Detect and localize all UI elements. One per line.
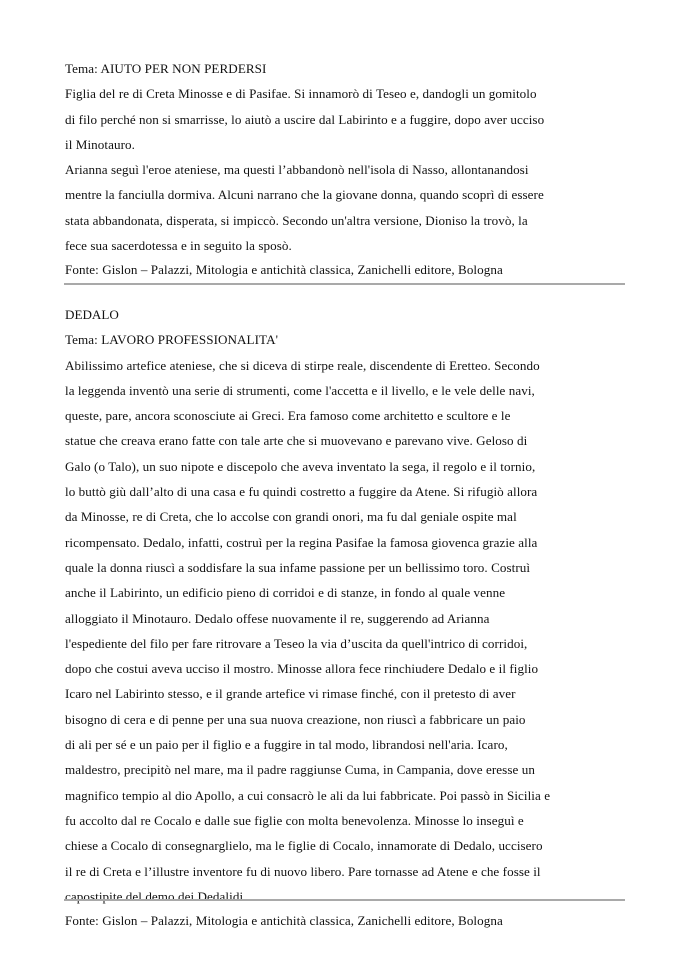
body-line: chiese a Cocalo di consegnarglielo, ma le figlie di Cocalo, innamorate di Dedalo, uccisero (65, 838, 543, 854)
body-line: da Minosse, re di Creta, che lo accolse con grandi onori, ma fu dal geniale ospite mal (65, 509, 517, 525)
body-line: la leggenda inventò una serie di strumenti, come l'accetta e il livello, e le vele delle navi, (65, 382, 535, 398)
body-line: il re di Creta e l’illustre inventore fu di nuovo libero. Pare tornasse ad Atene e che fosse il (65, 863, 541, 879)
horizontal-rule (64, 899, 625, 901)
section-arianna (65, 56, 545, 282)
section-divider-bottom (64, 899, 625, 901)
body-line: quale la donna riuscì a soddisfare la sua infame passione per un bellissimo toro. Costruì (65, 559, 531, 575)
body-line: statue che creava erano fatte con tale arte che si muovevano e parevano vive. Geloso di (65, 433, 528, 449)
body-line: fu accolto dal re Cocalo e dalle sue figlie con molta benevolenza. Minosse lo inseguì e (65, 812, 524, 828)
body-line: fece sua sacerdotessa e in seguito la sposò. (65, 238, 292, 254)
body-line: Galo (o Talo), un suo nipote e discepolo che aveva inventato la sega, il regolo e il tornio, (65, 458, 536, 474)
body-line: magnifico tempio al dio Apollo, a cui consacrò le ali da lui fabbricate. Poi passò in Sicilia e (65, 787, 551, 803)
body-line: Arianna seguì l'eroe ateniese, ma questi l’abbandonò nell'isola di Nasso, allontanandosi (65, 162, 529, 178)
body-line: bisogno di cera e di penne per una sua nuova creazione, non riuscì a fabbricare un paio (65, 711, 526, 727)
theme-line-dedalo: Tema: LAVORO PROFESSIONALITA' (65, 332, 279, 348)
body-line: Abilissimo artefice ateniese, che si diceva di stirpe reale, discendente di Eretteo. Secondo (65, 357, 540, 373)
body-line: l'espediente del filo per fare ritrovare a Teseo la via d’uscita da quell'intrico di corridoi, (65, 635, 528, 651)
body-line: mentre la fanciulla dormiva. Alcuni narrano che la giovane donna, quando scoprì di essere (65, 187, 544, 203)
body-line: di filo perché non si smarrisse, lo aiutò a uscire dal Labirinto e a fuggire, dopo aver ucciso (65, 111, 545, 127)
body-line: Figlia del re di Creta Minosse e di Pasifae. Si innamorò di Teseo e, dandogli un gomitolo (65, 86, 537, 102)
source-line-arianna: Fonte: Gislon – Palazzi, Mitologia e antichità classica, Zanichelli editore, Bologna (65, 262, 503, 278)
section-title-dedalo: DEDALO (65, 307, 119, 322)
body-line: il Minotauro. (65, 136, 135, 152)
body-line: queste, pare, ancora sconosciute ai Greci. Era famoso come architetto e scultore e le (65, 408, 511, 424)
body-line: stata abbandonata, disperata, si impiccò. Secondo un'altra versione, Dioniso la trovò, la (65, 212, 528, 228)
section-divider-top (64, 283, 625, 285)
body-line: ricompensato. Dedalo, infatti, costruì per la regina Pasifae la famosa giovenca grazie alla (65, 534, 538, 550)
theme-line-arianna: Tema: AIUTO PER NON PERDERSI (65, 61, 267, 76)
horizontal-rule (64, 283, 625, 285)
body-line: alloggiato il Minotauro. Dedalo offese nuovamente il re, suggerendo ad Arianna (65, 610, 490, 626)
section-dedalo (65, 302, 551, 932)
body-line: anche il Labirinto, un edificio pieno di corridoi e di stanze, in fondo al quale venne (65, 585, 506, 601)
body-line: capostipite del demo dei Dedalidi. (65, 888, 247, 904)
source-line-dedalo: Fonte: Gislon – Palazzi, Mitologia e antichità classica, Zanichelli editore, Bologna (65, 913, 503, 929)
body-line: Icaro nel Labirinto stesso, e il grande artefice vi rimase finché, con il pretesto di aver (65, 686, 516, 702)
body-line: dopo che costui aveva ucciso il mostro. Minosse allora fece rinchiudere Dedalo e il figlio (65, 661, 539, 677)
body-line: lo buttò giù dall’alto di una casa e fu quindi costretto a fuggire da Atene. Si rifugiò allora (65, 484, 538, 500)
body-line: di ali per sé e un paio per il figlio e a fuggire in tal modo, librandosi nell'aria. Icaro, (65, 737, 508, 753)
body-line: maldestro, precipitò nel mare, ma il padre raggiunse Cuma, in Campania, dove eresse un (65, 762, 535, 778)
